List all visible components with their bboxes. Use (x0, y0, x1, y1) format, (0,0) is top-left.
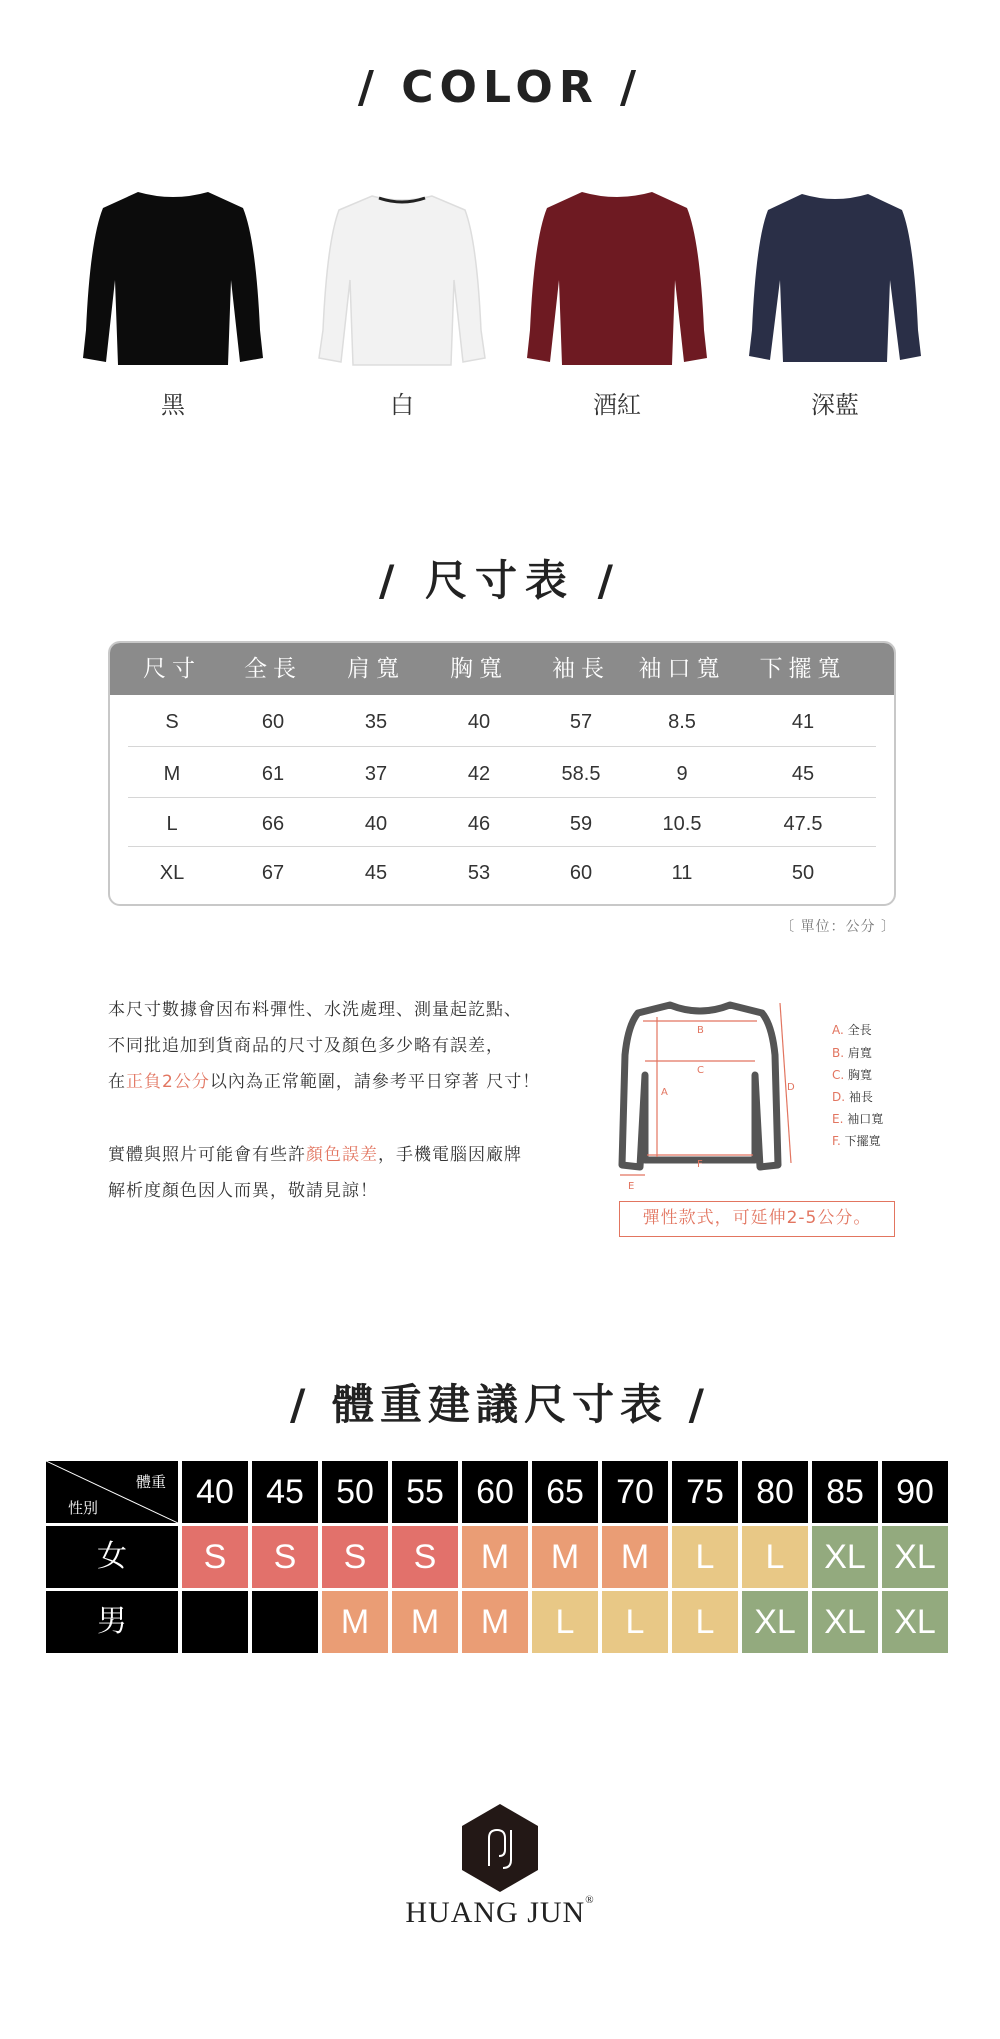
diagram-letter-e: E (628, 1181, 635, 1192)
size-recommendation-cell: XL (742, 1591, 808, 1653)
legend-label: 下擺寬 (844, 1134, 881, 1148)
shirt-black-image (68, 180, 278, 380)
note-line-3 (108, 1067, 540, 1092)
size-table-cell: 61 (261, 763, 285, 785)
legend-b (832, 1044, 872, 1061)
size-recommendation-cell: L (742, 1526, 808, 1588)
size-recommendation-cell: L (672, 1591, 738, 1653)
weight-header-cell: 75 (672, 1461, 738, 1523)
color-section-title: / COLOR / (357, 62, 643, 113)
stretch-note: 彈性款式，可延伸2-5公分。 (619, 1201, 895, 1237)
size-recommendation-cell: XL (882, 1591, 948, 1653)
gender-cell: 女 (46, 1526, 178, 1588)
size-table-cell: 47.5 (783, 813, 823, 835)
size-recommendation-cell: M (322, 1591, 388, 1653)
size-recommendation-cell: L (602, 1591, 668, 1653)
corner-gender-label: 性別 (68, 1499, 99, 1517)
legend-a (832, 1021, 872, 1038)
diagram-letter-b: B (697, 1025, 704, 1036)
size-header-cell: 尺寸 (143, 656, 201, 682)
size-recommendation-cell (252, 1591, 318, 1653)
unit-note: 〔 單位：公分 〕 (780, 919, 896, 935)
legend-label: 全長 (847, 1023, 872, 1037)
note-line-5: 解析度顏色因人而異，敬請見諒！ (108, 1181, 378, 1201)
size-table-cell: 59 (569, 813, 593, 835)
note-text: 以內為正常範圍，請參考平日穿著 尺寸！ (209, 1072, 541, 1092)
size-table-cell: 45 (791, 763, 815, 785)
weight-table-corner (46, 1461, 178, 1523)
size-header-cell: 肩寬 (347, 656, 405, 682)
note-line-4 (108, 1140, 522, 1165)
shirt-navy-image (730, 180, 940, 380)
size-table-cell: 9 (676, 763, 688, 785)
size-table-cell: 37 (364, 763, 388, 785)
size-table-cell: 8.5 (668, 711, 696, 733)
size-table-cell: 50 (791, 862, 815, 884)
size-table-header (110, 643, 894, 695)
size-table-cell: L (166, 813, 178, 835)
note-highlight: 正負2公分 (126, 1072, 210, 1092)
weight-header-cell: 80 (742, 1461, 808, 1523)
size-recommendation-cell: XL (882, 1526, 948, 1588)
color-label-black: 黑 (161, 391, 185, 419)
size-recommendation-cell: S (392, 1526, 458, 1588)
legend-label: 胸寬 (848, 1068, 873, 1082)
size-recommendation-cell: XL (812, 1526, 878, 1588)
size-table-cell: XL (159, 862, 185, 884)
size-recommendation-cell: XL (812, 1591, 878, 1653)
size-table-cell: 57 (569, 711, 593, 733)
legend-key: A. (832, 1023, 844, 1037)
weight-header-cell: 60 (462, 1461, 528, 1523)
note-line-1: 本尺寸數據會因布料彈性、水洗處理、測量起訖點、 (108, 1000, 522, 1020)
legend-key: B. (832, 1046, 845, 1060)
size-table-cell: 11 (671, 862, 693, 884)
note-text: 實體與照片可能會有些許 (108, 1145, 306, 1165)
diagram-letter-f: F (697, 1159, 703, 1170)
size-table-cell: 60 (261, 711, 285, 733)
size-table-cell: M (163, 763, 181, 785)
size-recommendation-cell: S (322, 1526, 388, 1588)
size-recommendation-cell: L (532, 1591, 598, 1653)
size-recommendation-cell: M (462, 1591, 528, 1653)
row-divider (128, 846, 876, 847)
size-table-cell: 67 (261, 862, 285, 884)
note-line-2: 不同批追加到貨商品的尺寸及顏色多少略有誤差， (108, 1036, 504, 1056)
legend-key: C. (832, 1068, 845, 1082)
legend-e (832, 1110, 883, 1127)
size-table-cell: 35 (364, 711, 388, 733)
size-header-cell: 胸寬 (450, 656, 508, 682)
registered-mark: ® (585, 1894, 595, 1906)
size-table-cell: S (165, 711, 179, 733)
size-table-cell: 42 (467, 763, 491, 785)
shirt-white-image (297, 180, 507, 380)
size-table-cell: 60 (569, 862, 593, 884)
size-table-cell: 66 (261, 813, 285, 835)
row-divider (128, 746, 876, 747)
size-table-cell: 58.5 (561, 763, 601, 785)
size-table-cell: 40 (467, 711, 491, 733)
row-divider (128, 797, 876, 798)
diagram-letter-c: C (697, 1065, 704, 1076)
legend-c (832, 1066, 872, 1083)
size-table-cell: 45 (364, 862, 388, 884)
size-recommendation-cell (182, 1591, 248, 1653)
size-recommendation-cell: M (532, 1526, 598, 1588)
legend-f (832, 1132, 881, 1149)
legend-label: 袖口寬 (847, 1112, 884, 1126)
color-label-wine-red: 酒紅 (593, 391, 641, 419)
weight-header-cell: 85 (812, 1461, 878, 1523)
gender-cell: 男 (46, 1591, 178, 1653)
legend-key: E. (832, 1112, 844, 1126)
size-header-cell: 下擺寬 (759, 656, 847, 682)
weight-header-cell: 90 (882, 1461, 948, 1523)
weight-header-cell: 55 (392, 1461, 458, 1523)
size-recommendation-cell: L (672, 1526, 738, 1588)
size-header-cell: 袖口寬 (638, 656, 726, 682)
weight-header-cell: 65 (532, 1461, 598, 1523)
corner-weight-label: 體重 (135, 1473, 166, 1491)
legend-key: F. (832, 1134, 841, 1148)
size-table-cell: 40 (364, 813, 388, 835)
size-table-cell: 46 (467, 813, 491, 835)
size-section-title: / 尺寸表 / (379, 556, 621, 605)
color-label-navy: 深藍 (811, 391, 859, 419)
legend-d (832, 1088, 873, 1105)
weight-section-title: / 體重建議尺寸表 / (290, 1380, 710, 1429)
shirt-wine-red-image (512, 180, 722, 380)
brand-logo (459, 1802, 541, 1894)
size-table (108, 641, 896, 906)
note-text: ，手機電腦因廠牌 (378, 1145, 522, 1165)
size-recommendation-cell: S (182, 1526, 248, 1588)
size-table-cell: 41 (791, 711, 815, 733)
weight-header-cell: 40 (182, 1461, 248, 1523)
brand-name (0, 1896, 1000, 1930)
legend-label: 肩寬 (847, 1046, 872, 1060)
size-header-cell: 全長 (244, 656, 302, 682)
brand-text: HUANG JUN (405, 1896, 586, 1929)
diagram-letter-d: D (787, 1082, 795, 1093)
legend-label: 袖長 (848, 1090, 873, 1104)
note-text: 在 (108, 1072, 126, 1092)
weight-header-cell: 70 (602, 1461, 668, 1523)
weight-header-cell: 50 (322, 1461, 388, 1523)
shirt-shape (83, 192, 263, 365)
size-table-cell: 10.5 (662, 813, 702, 835)
legend-key: D. (832, 1090, 846, 1104)
size-recommendation-cell: M (462, 1526, 528, 1588)
note-highlight: 顏色誤差 (306, 1145, 378, 1165)
size-table-cell: 53 (467, 862, 491, 884)
size-recommendation-cell: S (252, 1526, 318, 1588)
size-header-cell: 袖長 (552, 656, 610, 682)
weight-header-cell: 45 (252, 1461, 318, 1523)
size-recommendation-cell: M (602, 1526, 668, 1588)
color-label-white: 白 (390, 391, 414, 419)
size-recommendation-cell: M (392, 1591, 458, 1653)
diagram-letter-a: A (661, 1087, 668, 1098)
